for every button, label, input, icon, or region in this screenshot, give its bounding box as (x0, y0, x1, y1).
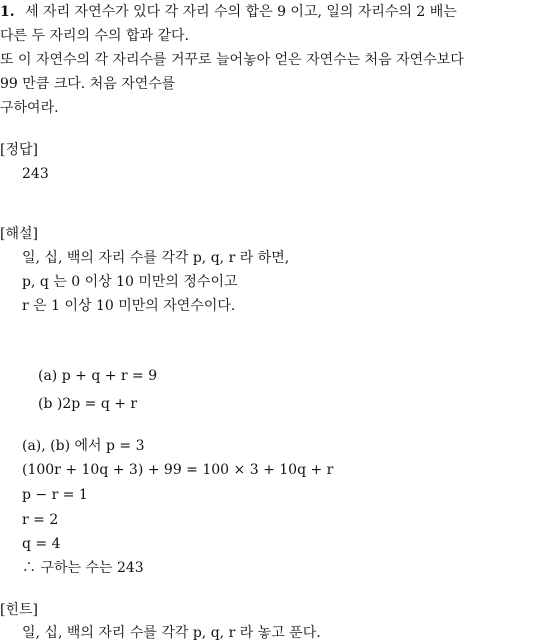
solution-step-3: p − r = 1 (22, 487, 88, 503)
problem-text-1: 세 자리 자연수가 있다 각 자리 수의 합은 9 이고, 일의 자리수의 2 배는 (25, 4, 457, 20)
problem-line-2: 다른 두 자리의 수의 합과 같다. (0, 28, 189, 44)
solution-conclusion: ∴ 구하는 수는 243 (22, 560, 144, 576)
equation-b: (b )2p = q + r (38, 396, 138, 412)
answer-header: [정답] (0, 142, 38, 158)
hint-header: [힌트] (0, 602, 38, 618)
solution-step-4: r = 2 (22, 512, 59, 528)
solution-step-2: (100r + 10q + 3) + 99 = 100 × 3 + 10q + r (22, 462, 334, 478)
solution-step-5: q = 4 (22, 536, 61, 552)
solution-step-1: (a), (b) 에서 p = 3 (22, 438, 145, 454)
answer-value: 243 (22, 166, 49, 182)
solution-line-2: p, q 는 0 이상 10 미만의 정수이고 (22, 274, 238, 290)
problem-line-1 (0, 3, 457, 21)
equation-a: (a) p + q + r = 9 (38, 368, 158, 384)
problem-line-3: 또 이 자연수의 각 자리수를 거꾸로 늘어놓아 얻은 자연수는 처음 자연수보다 (0, 52, 464, 68)
solution-header: [해설] (0, 226, 38, 242)
solution-line-3: r 은 1 이상 10 미만의 자연수이다. (22, 298, 236, 314)
problem-line-4: 99 만큼 크다. 처음 자연수를 (0, 76, 176, 92)
hint-line-1: 일, 십, 백의 자리 수를 각각 p, q, r 라 놓고 푼다. (22, 625, 321, 641)
solution-line-1: 일, 십, 백의 자리 수를 각각 p, q, r 라 하면, (22, 250, 290, 266)
problem-number: 1. (0, 4, 15, 20)
problem-line-5: 구하여라. (0, 100, 59, 116)
